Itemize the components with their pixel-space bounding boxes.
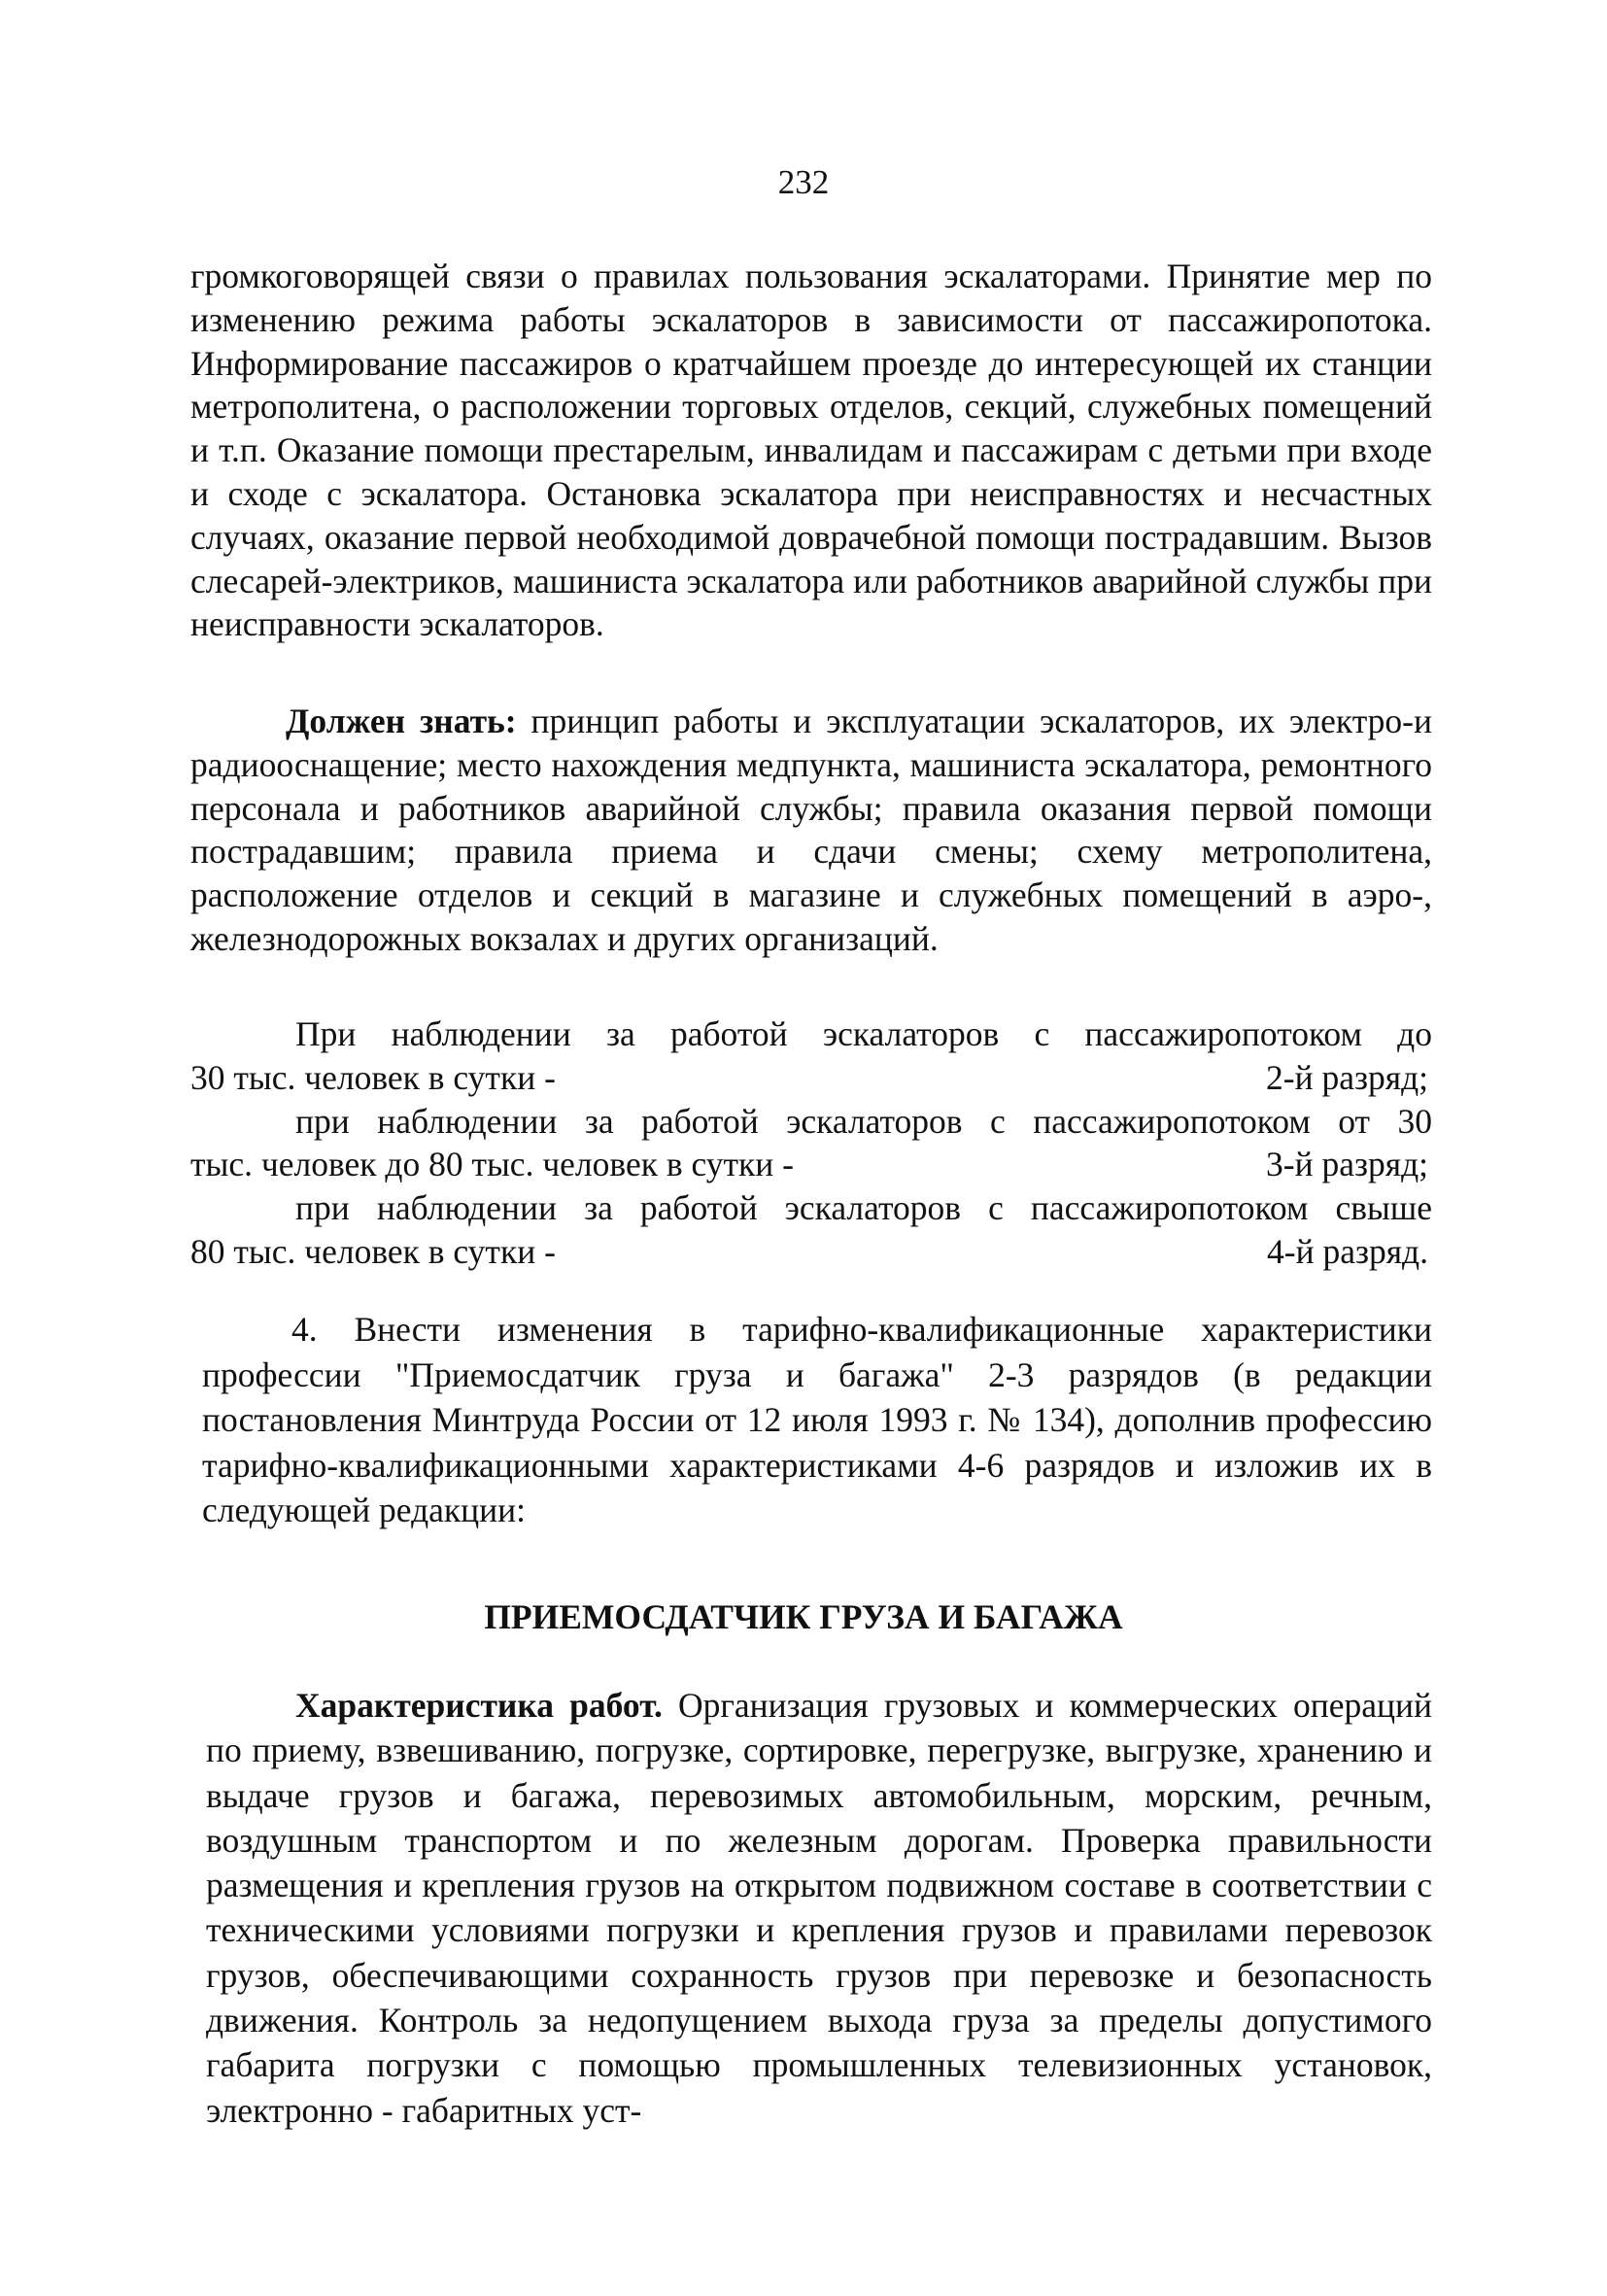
grade-description: При наблюдении за работой эскалаторов с пассажиропотоком до — [295, 1014, 1432, 1053]
grade-description: при наблюдении за работой эскалаторов с пассажиропотоком свыше — [295, 1188, 1432, 1228]
grade-item — [190, 1100, 1432, 1187]
paragraph-text: громкоговорящей связи о правилах пользования эскалаторами. Принятие мер по изменению режима работы эскалаторов в зависимости от пассажиропотока. Информирование пассажиров о кратчайшем проезде до интересующей их станции метрополитена, о расположении торговых отделов, секций, служебных помещений и т.п. Оказание помощи престарелым, инвалидам и пассажирам с детьми при входе и сходе с эскалатора. Остановка эскалатора при неисправностях и несчастных случаях, оказание первой необходимой доврачебной помощи пострадавшим. Вызов слесарей-электриков, машиниста эскалатора или работников аварийной службы при неисправности эскалаторов. — [190, 257, 1432, 644]
grade-value: 3-й разряд; — [1266, 1145, 1428, 1184]
paragraph-duties-continuation — [190, 255, 1432, 646]
grade-description: при наблюдении за работой эскалаторов с пассажиропотоком от 30 — [295, 1101, 1432, 1141]
paragraph-text: 4. Внести изменения в тарифно-квалификационные характеристики профессии "Приемосдатчик груза и багажа" 2-3 разрядов (в редакции постановления Минтруда России от 12 июля 1993 г. № 134), дополнив профессию тарифно-квалификационными характеристиками 4-6 разрядов и изложив их в следующей редакции: — [202, 1310, 1432, 1530]
paragraph-must-know — [190, 700, 1432, 961]
section-heading: ПРИЕМОСДАТЧИК ГРУЗА И БАГАЖА — [484, 1597, 1123, 1636]
grade-item — [190, 1186, 1432, 1274]
grade-condition: 80 тыс. человек в сутки - — [190, 1231, 556, 1271]
paragraph-amendment — [202, 1307, 1432, 1533]
must-know-text: принцип работы и эксплуатации эскалаторов, их электро-и радиооснащение; место нахождения медпункта, машиниста эскалатора, ремонтного персонала и работников аварийной службы; правила оказания первой помощи пострадавшим; правила приема и сдачи смены; схему метрополитена, расположение отделов и секций в магазине и служебных помещений в аэро-, железнодорожных вокзалах и других организаций. — [190, 702, 1432, 958]
grade-item — [190, 1012, 1432, 1100]
must-know-label: Должен знать: — [286, 702, 517, 740]
grade-list — [190, 1012, 1432, 1274]
grade-value: 2-й разряд; — [1266, 1057, 1428, 1097]
work-characteristics-label: Характеристика работ. — [295, 1686, 663, 1725]
work-characteristics-text: Организация грузовых и коммерческих операций по приему, взвешиванию, погрузке, сортировке, перегрузке, выгрузке, хранению и выдаче грузов и багажа, перевозимых автомобильным, морским, речным, воздушным транспортом и по железным дорогам. Проверка правильности размещения и крепления грузов на открытом подвижном составе в соответствии с техническими условиями погрузки и крепления грузов и правилами перевозок грузов, обеспечивающими сохранность грузов при перевозке и безопасность движения. Контроль за недопущением выхода груза за пределы допустимого габарита погрузки с помощью промышленных телевизионных установок, электронно - габаритных уст- — [206, 1686, 1432, 2130]
grade-condition: 30 тыс. человек в сутки - — [190, 1057, 556, 1097]
page-number: 232 — [777, 163, 830, 201]
grade-condition: тыс. человек до 80 тыс. человек в сутки - — [190, 1145, 794, 1184]
paragraph-work-characteristics — [206, 1683, 1432, 2133]
grade-value: 4-й разряд. — [1267, 1231, 1428, 1271]
